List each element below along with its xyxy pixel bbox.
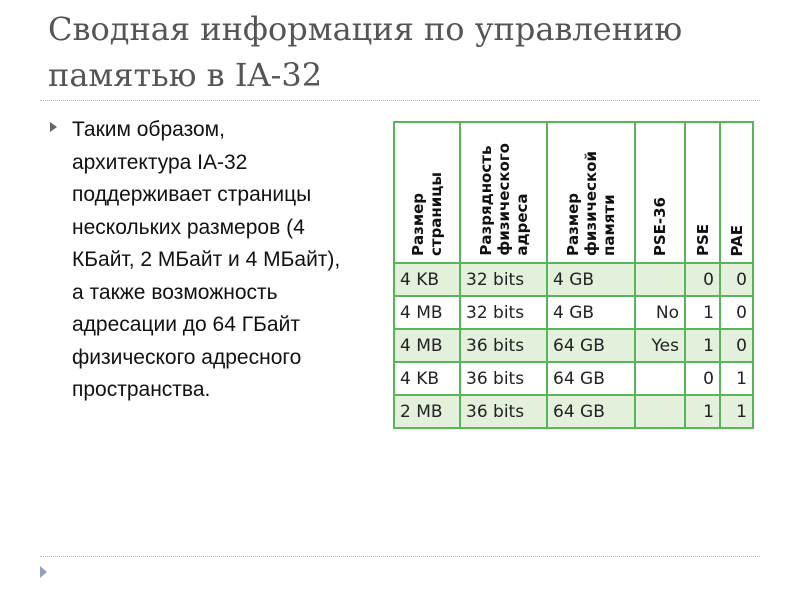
cell-pse36 [635, 362, 685, 395]
cell-mem-size: 4 GB [547, 263, 635, 296]
table-row [394, 329, 753, 362]
cell-addr-width: 32 bits [460, 263, 547, 296]
cell-pse: 1 [685, 296, 720, 329]
header-cell [547, 122, 635, 263]
cell-pse: 0 [685, 362, 720, 395]
cell-pse36: Yes [635, 329, 685, 362]
cell-addr-width: 36 bits [460, 362, 547, 395]
title-divider [40, 100, 760, 101]
bullet-text: Таким образом, архитектура IA-32 поддерживает страницы нескольких размеров (4 КБайт, 2 МБайт и 4 МБайт), а также возможность адресации до 64 ГБайт физического адресного пространства. [72, 118, 341, 401]
cell-pse36 [635, 263, 685, 296]
cell-addr-width: 36 bits [460, 329, 547, 362]
cell-pse: 1 [685, 329, 720, 362]
triangle-bullet-icon [50, 122, 57, 132]
cell-mem-size: 64 GB [547, 329, 635, 362]
cell-mem-size: 64 GB [547, 395, 635, 428]
memory-modes-table [393, 121, 754, 429]
bullet-item [50, 114, 350, 407]
cell-pae: 0 [720, 263, 753, 296]
header-phys-mem-size: Размер физической памяти [564, 151, 618, 256]
cell-page-size: 4 KB [394, 362, 460, 395]
table-row [394, 362, 753, 395]
cell-mem-size: 64 GB [547, 362, 635, 395]
header-cell [685, 122, 720, 263]
cell-pae: 1 [720, 362, 753, 395]
table-row [394, 296, 753, 329]
cell-pse: 1 [685, 395, 720, 428]
footer-divider [40, 556, 760, 557]
cell-pae: 1 [720, 395, 753, 428]
cell-pse36: No [635, 296, 685, 329]
cell-mem-size: 4 GB [547, 296, 635, 329]
header-pae: PAE [727, 224, 746, 256]
cell-pae: 0 [720, 329, 753, 362]
cell-page-size: 4 MB [394, 296, 460, 329]
cell-page-size: 2 MB [394, 395, 460, 428]
header-cell [635, 122, 685, 263]
cell-page-size: 4 KB [394, 263, 460, 296]
header-phys-addr-width: Разрядность физического адреса [476, 143, 531, 256]
cell-pse36 [635, 395, 685, 428]
cell-addr-width: 32 bits [460, 296, 547, 329]
cell-pae: 0 [720, 296, 753, 329]
header-cell [720, 122, 753, 263]
table-header-row [394, 122, 753, 263]
header-page-size: Размер страницы [409, 171, 445, 256]
header-pse: PSE [693, 223, 712, 256]
header-cell [460, 122, 547, 263]
table-row [394, 395, 753, 428]
cell-page-size: 4 MB [394, 329, 460, 362]
slide-title: Сводная информация по управлению памятью в IA-32 [48, 10, 683, 94]
header-pse36: PSE-36 [651, 196, 669, 256]
next-slide-arrow-icon[interactable] [40, 566, 47, 578]
memory-modes-table-wrap [393, 121, 754, 429]
header-cell [394, 122, 460, 263]
cell-addr-width: 36 bits [460, 395, 547, 428]
table-row [394, 263, 753, 296]
cell-pse: 0 [685, 263, 720, 296]
